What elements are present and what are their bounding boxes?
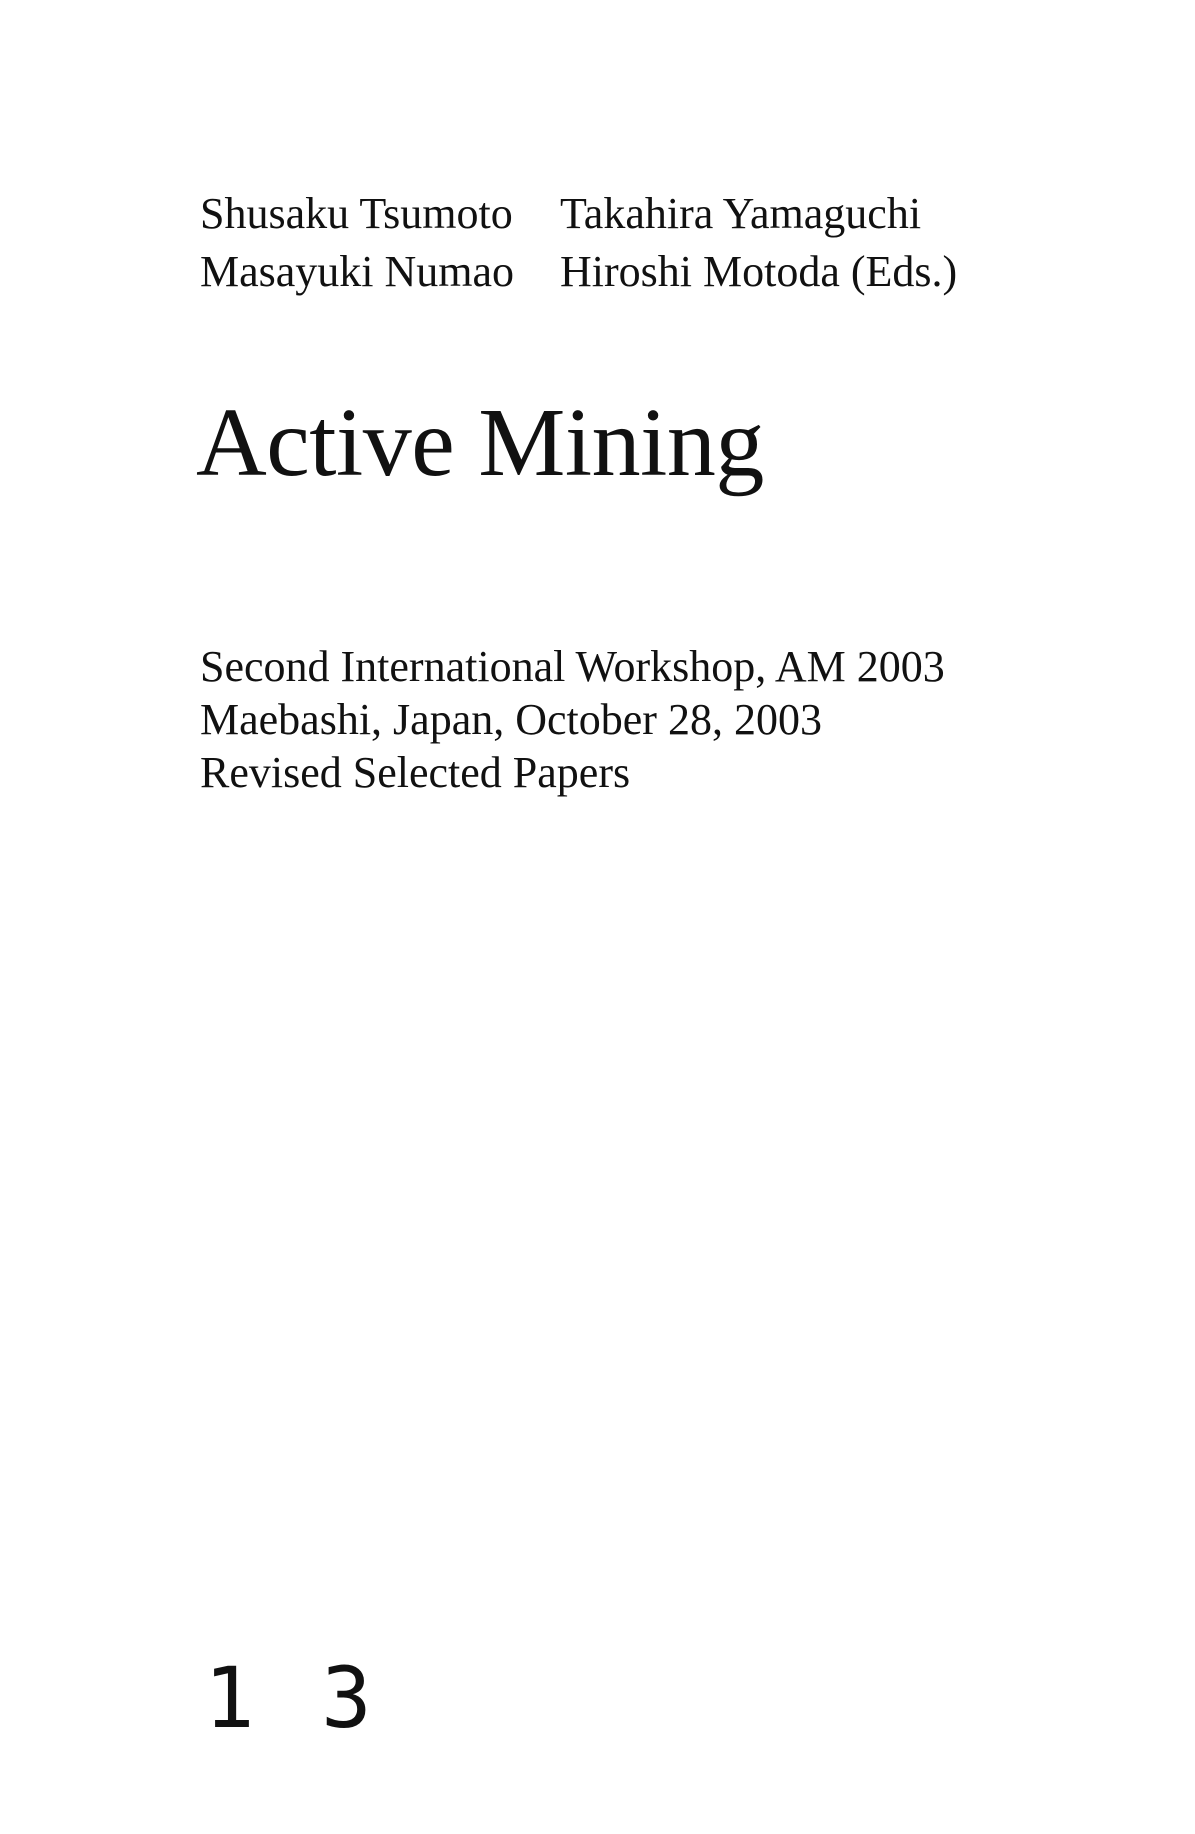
editor-name: Shusaku Tsumoto: [200, 189, 513, 238]
subtitle-line: Revised Selected Papers: [200, 748, 631, 797]
book-subtitle: [200, 640, 945, 799]
editors-list: [200, 188, 1020, 298]
publisher-logo: 1 3: [204, 1649, 380, 1747]
subtitle-line: Maebashi, Japan, October 28, 2003: [200, 695, 822, 744]
editor-name: Hiroshi Motoda (Eds.): [560, 247, 958, 296]
editor-name: Masayuki Numao: [200, 247, 515, 296]
editor-name: Takahira Yamaguchi: [560, 189, 922, 238]
book-title: Active Mining: [196, 389, 764, 497]
subtitle-line: Second International Workshop, AM 2003: [200, 642, 945, 691]
